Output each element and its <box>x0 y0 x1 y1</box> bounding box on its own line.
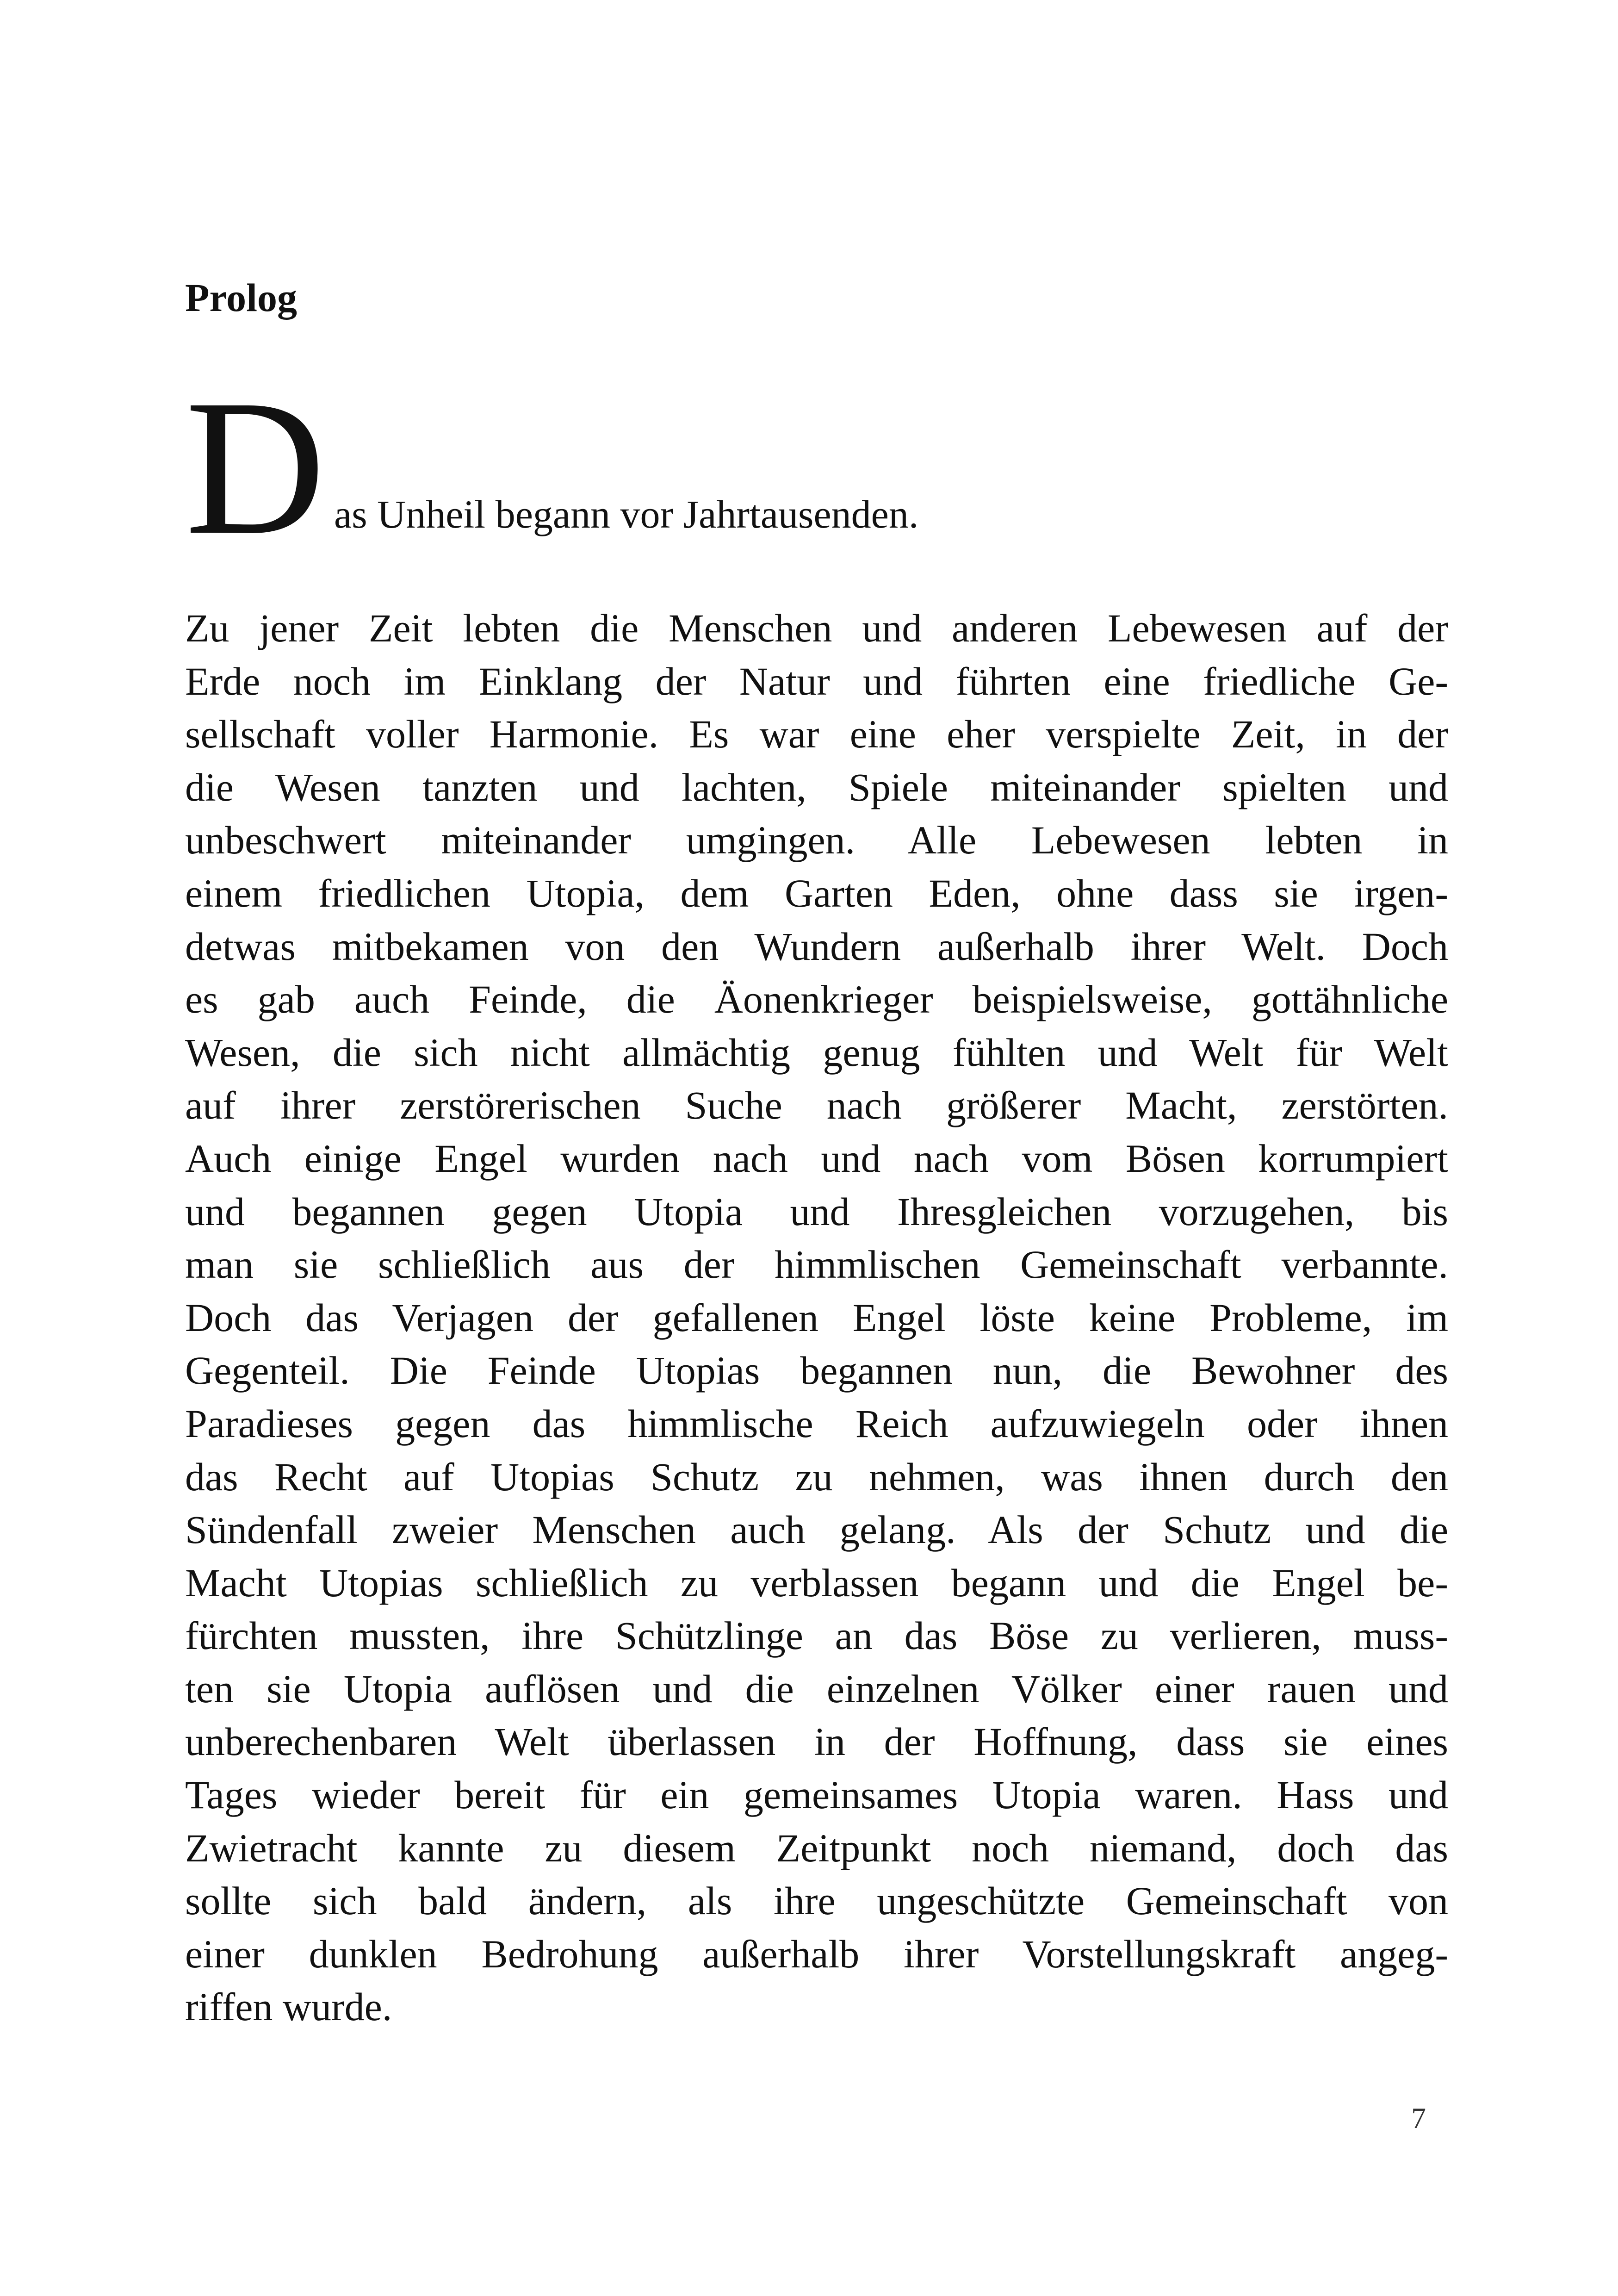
body-paragraph <box>185 602 1448 2034</box>
opening-line: as Unheil begann vor Jahrtausenden. <box>334 492 919 536</box>
text-line: Erde noch im Einklang der Natur und führten eine friedliche Ge- <box>185 659 1448 703</box>
text-line: unberechenbaren Welt überlassen in der Hoffnung, dass sie eines <box>185 1719 1448 1764</box>
text-line: Paradieses gegen das himmlische Reich aufzuwiegeln oder ihnen <box>185 1401 1448 1446</box>
text-line: das Recht auf Utopias Schutz zu nehmen, was ihnen durch den <box>185 1454 1448 1499</box>
text-line: sellschaft voller Harmonie. Es war eine eher verspielte Zeit, in der <box>185 712 1448 757</box>
text-line: Sündenfall zweier Menschen auch gelang. Als der Schutz und die <box>185 1507 1448 1552</box>
text-line: einer dunklen Bedrohung außerhalb ihrer Vorstellungskraft angeg- <box>185 1931 1448 1976</box>
text-line: Macht Utopias schließlich zu verblassen begann und die Engel be- <box>185 1560 1448 1605</box>
text-line: fürchten mussten, ihre Schützlinge an das Böse zu verlieren, muss- <box>185 1613 1448 1658</box>
text-line: Wesen, die sich nicht allmächtig genug fühlten und Welt für Welt <box>185 1030 1448 1075</box>
text-line: man sie schließlich aus der himmlischen Gemeinschaft verbannte. <box>185 1242 1448 1287</box>
text-line: ten sie Utopia auflösen und die einzelnen Völker einer rauen und <box>185 1666 1448 1711</box>
text-line: es gab auch Feinde, die Äonenkrieger beispielsweise, gottähnliche <box>185 977 1448 1022</box>
drop-cap: D <box>185 360 326 575</box>
text-line: Zwietracht kannte zu diesem Zeitpunkt noch niemand, doch das <box>185 1825 1448 1870</box>
text-line: Zu jener Zeit lebten die Menschen und anderen Lebewesen auf der <box>185 606 1448 650</box>
text-line: Tages wieder bereit für ein gemeinsames Utopia waren. Hass und <box>185 1773 1448 1817</box>
text-line: Doch das Verjagen der gefallenen Engel löste keine Probleme, im <box>185 1295 1448 1340</box>
text-line: einem friedlichen Utopia, dem Garten Eden, ohne dass sie irgen- <box>185 871 1448 915</box>
chapter-title: Prolog <box>185 275 298 320</box>
text-line: riffen wurde. <box>185 1985 392 2029</box>
page-number: 7 <box>1411 2102 1426 2134</box>
text-line: detwas mitbekamen von den Wundern außerhalb ihrer Welt. Doch <box>185 924 1448 969</box>
text-line: Auch einige Engel wurden nach und nach vom Bösen korrumpiert <box>185 1136 1448 1181</box>
text-line: und begannen gegen Utopia und Ihresgleichen vorzugehen, bis <box>185 1189 1448 1234</box>
text-line: auf ihrer zerstörerischen Suche nach größerer Macht, zerstörten. <box>185 1083 1448 1128</box>
text-line: sollte sich bald ändern, als ihre ungeschützte Gemeinschaft von <box>185 1879 1448 1923</box>
text-line: Gegenteil. Die Feinde Utopias begannen nun, die Bewohner des <box>185 1348 1448 1393</box>
text-line: unbeschwert miteinander umgingen. Alle Lebewesen lebten in <box>185 818 1448 863</box>
text-line: die Wesen tanzten und lachten, Spiele miteinander spielten und <box>185 765 1448 809</box>
